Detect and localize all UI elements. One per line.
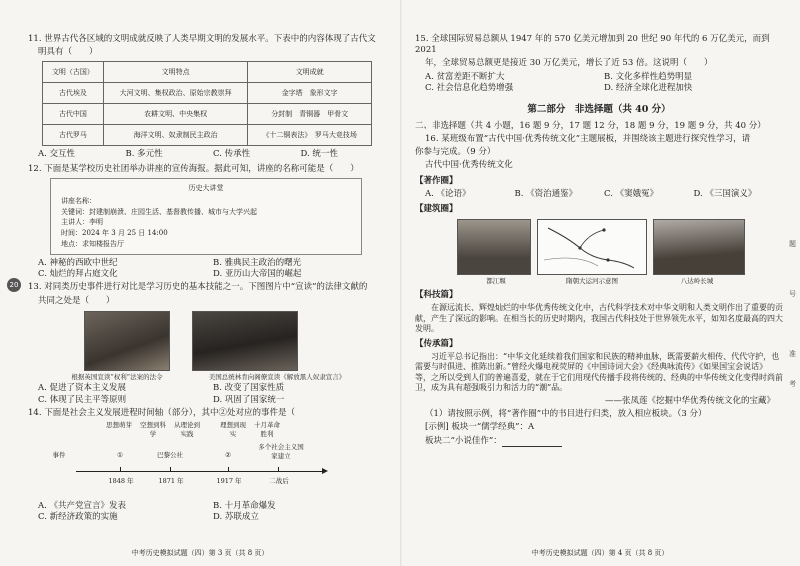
timeline-event: 巴黎公社	[157, 451, 183, 460]
table-cell: 古代埃及	[43, 83, 104, 104]
q12-options	[28, 258, 388, 280]
q13-images	[84, 311, 388, 371]
timeline-year: 1917 年	[216, 477, 242, 486]
option-a: A. 促进了资本主义发展	[38, 383, 127, 394]
q13-options	[28, 383, 388, 405]
photo-caption: 根据英国宣读“权利”法案的法令	[71, 372, 163, 381]
table-cell: 古代罗马	[43, 125, 104, 146]
binding-mark: 准	[789, 350, 796, 358]
photo-caption: 隋朝大运河示意图	[566, 277, 618, 286]
timeline-top-label: 十月革命胜利	[254, 421, 280, 438]
part2-intro: 二、非选择题（共 4 小题，16 题 9 分，17 题 12 分，18 题 9 分，19 题 9 分，共 40 分）	[415, 120, 766, 131]
board-title: 古代中国·优秀传统文化	[425, 160, 513, 171]
q13-stem-cont: 共同之处是（ ）	[38, 295, 115, 306]
lincoln-proclamation-photo	[192, 311, 298, 371]
sub-question-1: （1）请按照示例，将“著作圈”中的书目进行归类，放入相应板块。（3 分）	[425, 409, 707, 420]
table-header: 文明特点	[103, 62, 247, 83]
timeline-year: 二战后	[269, 477, 289, 486]
answer-blank[interactable]	[502, 438, 562, 447]
option-a: A. 神秘的西欧中世纪	[38, 257, 118, 268]
civilization-table	[42, 61, 372, 146]
plate-2-line	[415, 436, 783, 447]
option-b: B. 文化多样性趋势明显	[604, 71, 693, 82]
q16-stem-cont: 你参与完成。（9 分）	[415, 147, 496, 158]
section-title: 第二部分 非选择题（共 40 分）	[527, 104, 671, 116]
question-13	[28, 282, 388, 405]
timeline-top-label: 理想到现实	[220, 421, 246, 438]
option-c: C. 新经济政策的实施	[38, 512, 118, 523]
q13-captions	[42, 373, 388, 382]
poster-line: 讲座名称：	[61, 196, 96, 205]
plate-2-label: 板块二“小说佳作”：	[425, 435, 502, 446]
option-b: B. 十月革命爆发	[213, 501, 276, 512]
table-cell: 《十二铜表法》 罗马大竞技场	[248, 125, 372, 146]
dujiangyan-photo	[457, 219, 531, 275]
timeline-event: ①	[117, 451, 123, 460]
option-c: C. 灿烂的拜占庭文化	[38, 269, 118, 280]
q11-options	[28, 149, 388, 160]
tech-title: 【科技篇】	[415, 289, 458, 300]
timeline-event: ②	[225, 451, 231, 460]
timeline-year: 1871 年	[158, 477, 184, 486]
option-d: D. 巩固了国家统一	[213, 394, 285, 405]
left-page	[28, 34, 388, 525]
option-b: B. 改变了国家性质	[213, 383, 285, 394]
table-cell: 古代中国	[43, 104, 104, 125]
source-citation: ——张凤莲《挖掘中华优秀传统文化的宝藏》	[604, 396, 775, 406]
q14-options	[28, 501, 388, 523]
timeline-tick	[278, 467, 279, 472]
question-16	[415, 134, 783, 447]
option-d: D. 经济全球化进程加快	[604, 82, 693, 93]
option-a: A. 交互性	[38, 149, 76, 160]
q11-stem: 11. 世界古代各区域的文明成就反映了人类早期文明的发展水平。下表中的内容体现了古代文	[28, 34, 376, 44]
poster-title: 历史大讲堂	[188, 183, 224, 192]
option-a: A. 贫富差距不断扩大	[425, 71, 505, 82]
timeline-axis	[76, 471, 326, 472]
option-c: C. 传承性	[213, 149, 251, 160]
table-cell: 大河文明、集权政治、原始宗教崇拜	[103, 83, 247, 104]
q16-stem: 16. 某班级布置“古代中国·优秀传统文化”主题展板，并围绕该主题进行探究性学习，请	[425, 133, 751, 144]
heritage-paragraph: 习近平总书记指出：“中华文化延续着我们国家和民族的精神血脉，既需要薪火相传、代代守护，也需要与时俱进、推陈出新。”曾经火爆电视荧屏的《中国诗词大会》《经典咏流传》《如果国宝会说话》等，之所以受到人们的普遍喜爱，就在于它们用现代传播手段将传统的、经典的中华传统文化变得时尚前卫，成为具有超强吸引力和活力的“潮”品。	[415, 351, 783, 393]
timeline-top-label: 思想萌芽	[106, 421, 132, 430]
book-c: C. 《窦娥冤》	[604, 188, 659, 199]
table-header: 文明成就	[248, 62, 372, 83]
q12-stem: 12. 下面是某学校历史社团举办讲座的宣传海报。据此可知，讲座的名称可能是（ ）	[28, 163, 359, 174]
socialism-timeline	[46, 421, 326, 499]
table-row	[43, 104, 372, 125]
binding-mark: 号	[789, 290, 796, 298]
timeline-tick	[228, 467, 229, 472]
table-cell: 海洋文明、奴隶制民主政治	[103, 125, 247, 146]
table-row	[43, 125, 372, 146]
timeline-event: 多个社会主义国家建立	[258, 443, 304, 460]
example-line: [示例] 板块一“儒学经典”：A	[425, 422, 535, 433]
timeline-row-label: 事件	[52, 451, 66, 460]
book-d: D. 《三国演义》	[693, 188, 757, 199]
question-12	[28, 164, 388, 281]
option-c: C. 社会信息化趋势增强	[425, 82, 514, 93]
option-b: B. 多元性	[125, 149, 163, 160]
table-cell: 分封制 青铜器 甲骨文	[248, 104, 372, 125]
q15-options	[415, 72, 783, 94]
binding-mark: 题	[789, 240, 796, 248]
badaling-great-wall-photo	[653, 219, 745, 275]
canal-map-icon	[538, 220, 646, 274]
question-11	[28, 34, 388, 161]
q11-stem-cont: 明具有（ ）	[38, 47, 98, 58]
book-b: B. 《资治通鉴》	[514, 188, 578, 199]
question-15	[415, 34, 783, 94]
option-b: B. 雅典民主政治的曙光	[213, 257, 302, 268]
books-options	[415, 189, 783, 200]
arch-captions	[457, 277, 783, 286]
timeline-tick	[170, 467, 171, 472]
photo-caption: 都江堰	[486, 277, 506, 286]
timeline-tick	[120, 467, 121, 472]
poster-line: 关键词：封建制崩溃、庄园生活、基督教传播、城市与大学兴起	[61, 207, 257, 216]
right-page-footer: 中考历史模拟试题（四）第 4 页（共 8 页）	[531, 548, 669, 557]
timeline-top-label: 从理论到实践	[174, 421, 200, 438]
poster-line: 时间：2024 年 3 月 25 日 14:00	[61, 229, 168, 238]
arch-title: 【建筑圈】	[415, 203, 458, 214]
q15-stem: 15. 全球国际贸易总额从 1947 年的 570 亿美元增加到 20 世纪 90 年代的 6 万亿美元，而到 2021	[415, 34, 770, 56]
page-fold	[400, 0, 402, 566]
heritage-title: 【传承篇】	[415, 338, 458, 349]
right-page	[415, 34, 783, 449]
poster-line: 地点：求知楼报告厅	[61, 240, 124, 249]
option-d: D. 亚历山大帝国的崛起	[213, 269, 302, 280]
page-side-number: 20	[7, 278, 21, 292]
timeline-arrow-icon	[322, 468, 328, 474]
option-c: C. 体现了民主平等原则	[38, 394, 127, 405]
grand-canal-map	[537, 219, 647, 275]
question-14	[28, 408, 388, 524]
table-cell: 金字塔 象形文字	[248, 83, 372, 104]
option-d: D. 统一性	[300, 149, 338, 160]
option-a: A. 《共产党宣言》发表	[38, 501, 127, 512]
timeline-year: 1848 年	[108, 477, 134, 486]
option-d: D. 苏联成立	[213, 512, 259, 523]
timeline-top-label: 空想到科学	[140, 421, 166, 438]
arch-images	[457, 219, 783, 275]
table-cell: 农耕文明、中央集权	[103, 104, 247, 125]
q13-stem: 13. 对同类历史事件进行对比是学习历史的基本技能之一。下图图片中“宣读”的法律文献的	[28, 282, 368, 293]
tech-paragraph: 在源远流长、辉煌灿烂的中华优秀传统文化中，古代科学技术对中华文明和人类文明作出了重要的贡献，产生了深远的影响。在相当长的历史时期内，我国古代科技处于世界领先水平，如知名度最高的四大发明。	[415, 302, 783, 334]
photo-caption: 美国总统林肯向阁僚宣读《解放黑人奴隶宣言》	[208, 372, 346, 381]
left-page-footer: 中考历史模拟试题（四）第 3 页（共 8 页）	[131, 548, 269, 557]
q14-stem: 14. 下面是社会主义发展进程时间轴（部分），其中②处对应的事件是（	[28, 407, 295, 418]
lecture-poster	[50, 178, 362, 255]
books-title: 【著作圈】	[415, 175, 458, 186]
table-row	[43, 83, 372, 104]
bill-of-rights-photo	[84, 311, 170, 371]
book-a: A. 《论语》	[425, 188, 471, 199]
poster-line: 主讲人：李明	[61, 218, 103, 227]
photo-caption: 八达岭长城	[680, 277, 714, 286]
table-header: 文明（古国）	[43, 62, 104, 83]
binding-mark: 考	[789, 380, 796, 388]
q15-stem-cont: 年，全球贸易总额更是接近 30 万亿美元，增长了近 53 倍。这说明（ ）	[425, 58, 713, 69]
